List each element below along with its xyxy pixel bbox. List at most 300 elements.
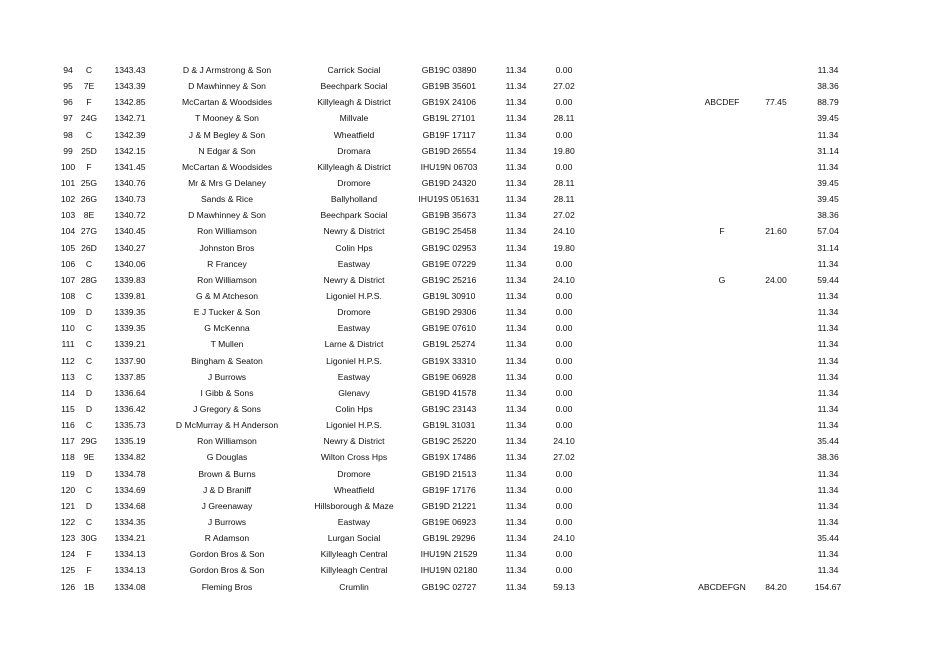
table-row	[0, 143, 936, 159]
total-cell: 11.34	[817, 355, 839, 366]
competitor-name-cell: Bingham & Seaton	[191, 355, 263, 366]
section-cell: 28G	[80, 274, 98, 285]
competitor-name-cell: Johnston Bros	[199, 242, 255, 253]
table-row	[0, 546, 936, 562]
competitor-name-cell: Mr & Mrs G Delaney	[188, 177, 266, 188]
ring-number-cell: GB19E 07610	[422, 323, 476, 334]
prize-cell: 11.34	[505, 177, 527, 188]
ring-number-cell: GB19C 25220	[421, 436, 477, 447]
total-cell: 11.34	[817, 161, 839, 172]
section-cell: 26D	[81, 242, 97, 253]
prize-cell: 11.34	[505, 161, 527, 172]
pool-cell: 24.10	[553, 226, 575, 237]
ring-number-cell: IHU19N 21529	[420, 549, 478, 560]
ring-number-cell: IHU19N 02180	[420, 565, 478, 576]
club-cell: Killyleagh Central	[320, 549, 388, 560]
section-cell: 27G	[80, 226, 98, 237]
prize-cell: 11.34	[505, 452, 527, 463]
position-cell: 100	[60, 161, 76, 172]
total-cell: 38.36	[817, 210, 839, 221]
table-row	[0, 466, 936, 482]
ring-number-cell: GB19D 21513	[421, 468, 477, 479]
total-cell: 11.34	[817, 323, 839, 334]
section-cell: D	[85, 403, 93, 414]
table-row	[0, 482, 936, 498]
total-cell: 35.44	[817, 533, 839, 544]
table-row	[0, 369, 936, 385]
velocity-cell: 1340.45	[114, 226, 146, 237]
ring-number-cell: IHU19S 051631	[418, 194, 480, 205]
velocity-cell: 1334.69	[114, 484, 146, 495]
velocity-cell: 1342.85	[114, 97, 146, 108]
nomination-codes-cell: ABCDEFGN	[698, 581, 746, 592]
velocity-cell: 1342.15	[114, 145, 146, 156]
competitor-name-cell: Fleming Bros	[201, 581, 253, 592]
pool-cell: 24.10	[553, 274, 575, 285]
section-cell: C	[85, 484, 93, 495]
position-cell: 121	[60, 500, 76, 511]
section-cell: 29G	[80, 436, 98, 447]
total-cell: 57.04	[817, 226, 839, 237]
club-cell: Eastway	[337, 258, 371, 269]
total-cell: 11.34	[817, 371, 839, 382]
club-cell: Beechpark Social	[320, 81, 388, 92]
pool-cell: 0.00	[555, 323, 573, 334]
club-cell: Newry & District	[323, 274, 385, 285]
competitor-name-cell: J & M Begley & Son	[188, 129, 266, 140]
total-cell: 11.34	[817, 65, 839, 75]
ring-number-cell: GB19B 35673	[422, 210, 476, 221]
competitor-name-cell: J Burrows	[207, 371, 247, 382]
club-cell: Glenavy	[338, 387, 370, 398]
pool-cell: 0.00	[555, 129, 573, 140]
position-cell: 113	[61, 371, 75, 382]
club-cell: Wilton Cross Hps	[320, 452, 388, 463]
section-cell: 7E	[83, 81, 95, 92]
position-cell: 115	[61, 403, 75, 414]
pool-cell: 27.02	[553, 210, 575, 221]
club-cell: Killyleagh & District	[317, 161, 391, 172]
velocity-cell: 1343.43	[114, 65, 146, 75]
position-cell: 95	[63, 81, 73, 92]
ring-number-cell: GB19L 27101	[422, 113, 476, 124]
pool-cell: 0.00	[555, 516, 573, 527]
table-row	[0, 272, 936, 288]
pool-cell: 59.13	[553, 581, 575, 592]
competitor-name-cell: N Edgar & Son	[198, 145, 256, 156]
club-cell: Wheatfield	[333, 129, 375, 140]
competitor-name-cell: D McMurray & H Anderson	[175, 420, 279, 431]
section-cell: F	[86, 161, 92, 172]
section-cell: C	[85, 371, 93, 382]
ring-number-cell: GB19D 29306	[421, 307, 477, 318]
club-cell: Newry & District	[323, 226, 385, 237]
velocity-cell: 1334.35	[114, 516, 146, 527]
position-cell: 107	[60, 274, 76, 285]
club-cell: Dromore	[337, 177, 371, 188]
club-cell: Millvale	[339, 113, 369, 124]
prize-cell: 11.34	[505, 565, 527, 576]
velocity-cell: 1334.82	[114, 452, 146, 463]
velocity-cell: 1336.64	[114, 387, 146, 398]
prize-cell: 11.34	[505, 65, 527, 75]
pool-cell: 0.00	[555, 387, 573, 398]
velocity-cell: 1342.39	[114, 129, 146, 140]
ring-number-cell: GB19X 24106	[422, 97, 476, 108]
competitor-name-cell: Sands & Rice	[200, 194, 254, 205]
total-cell: 38.36	[817, 452, 839, 463]
ring-number-cell: GB19X 33310	[422, 355, 476, 366]
prize-cell: 11.34	[505, 484, 527, 495]
club-cell: Newry & District	[323, 436, 385, 447]
prize-cell: 11.34	[505, 339, 527, 350]
prize-cell: 11.34	[505, 516, 527, 527]
table-row	[0, 240, 936, 256]
table-row	[0, 579, 936, 595]
prize-cell: 11.34	[505, 194, 527, 205]
velocity-cell: 1340.76	[114, 177, 146, 188]
position-cell: 123	[60, 533, 76, 544]
club-cell: Ballyholland	[330, 194, 378, 205]
pool-cell: 0.00	[555, 484, 573, 495]
section-cell: C	[85, 290, 93, 301]
pool-cell: 0.00	[555, 549, 573, 560]
velocity-cell: 1340.73	[114, 194, 146, 205]
total-cell: 39.45	[817, 113, 839, 124]
prize-cell: 11.34	[505, 129, 527, 140]
table-row	[0, 336, 936, 352]
ring-number-cell: GB19L 29296	[422, 533, 476, 544]
position-cell: 116	[61, 420, 75, 431]
velocity-cell: 1337.85	[114, 371, 146, 382]
pool-cell: 0.00	[555, 290, 573, 301]
club-cell: Eastway	[337, 516, 371, 527]
velocity-cell: 1334.13	[114, 549, 146, 560]
club-cell: Ligoniel H.P.S.	[326, 355, 382, 366]
total-cell: 11.34	[817, 565, 839, 576]
club-cell: Larne & District	[324, 339, 384, 350]
prize-cell: 11.34	[505, 420, 527, 431]
club-cell: Dromore	[337, 468, 371, 479]
competitor-name-cell: Ron Williamson	[197, 226, 257, 237]
section-cell: 25D	[81, 145, 97, 156]
position-cell: 102	[60, 194, 76, 205]
position-cell: 124	[60, 549, 76, 560]
prize-cell: 11.34	[505, 210, 527, 221]
total-cell: 31.14	[817, 242, 839, 253]
club-cell: Eastway	[337, 323, 371, 334]
competitor-name-cell: R Francey	[207, 258, 247, 269]
total-cell: 39.45	[817, 177, 839, 188]
position-cell: 125	[60, 565, 76, 576]
competitor-name-cell: McCartan & Woodsides	[181, 161, 273, 172]
position-cell: 119	[61, 468, 75, 479]
position-cell: 114	[61, 387, 75, 398]
velocity-cell: 1340.72	[114, 210, 146, 221]
nomination-codes-cell: F	[719, 226, 725, 237]
total-cell: 35.44	[817, 436, 839, 447]
nomination-value-cell: 84.20	[765, 581, 787, 592]
position-cell: 108	[60, 290, 76, 301]
ring-number-cell: GB19E 07229	[422, 258, 476, 269]
table-row	[0, 207, 936, 223]
velocity-cell: 1334.78	[114, 468, 146, 479]
competitor-name-cell: G Douglas	[206, 452, 248, 463]
section-cell: C	[85, 420, 93, 431]
ring-number-cell: GB19D 26554	[421, 145, 477, 156]
pool-cell: 0.00	[555, 371, 573, 382]
prize-cell: 11.34	[505, 436, 527, 447]
ring-number-cell: GB19D 24320	[421, 177, 477, 188]
position-cell: 97	[63, 113, 73, 124]
velocity-cell: 1334.21	[114, 533, 146, 544]
nomination-value-cell: 24.00	[765, 274, 787, 285]
position-cell: 94	[63, 65, 73, 75]
section-cell: D	[85, 468, 93, 479]
total-cell: 11.34	[817, 500, 839, 511]
section-cell: D	[85, 387, 93, 398]
section-cell: C	[85, 516, 93, 527]
ring-number-cell: GB19B 35601	[422, 81, 476, 92]
position-cell: 112	[61, 355, 75, 366]
velocity-cell: 1334.13	[114, 565, 146, 576]
ring-number-cell: GB19L 30910	[422, 290, 476, 301]
table-row	[0, 256, 936, 272]
position-cell: 104	[60, 226, 76, 237]
pool-cell: 0.00	[555, 307, 573, 318]
pool-cell: 24.10	[553, 533, 575, 544]
total-cell: 11.34	[817, 290, 839, 301]
total-cell: 88.79	[817, 97, 839, 108]
results-table	[0, 62, 936, 595]
club-cell: Eastway	[337, 371, 371, 382]
pool-cell: 0.00	[555, 161, 573, 172]
section-cell: 1B	[83, 581, 95, 592]
section-cell: C	[85, 355, 93, 366]
prize-cell: 11.34	[505, 290, 527, 301]
prize-cell: 11.34	[505, 274, 527, 285]
total-cell: 11.34	[817, 307, 839, 318]
prize-cell: 11.34	[505, 97, 527, 108]
velocity-cell: 1337.90	[114, 355, 146, 366]
velocity-cell: 1339.35	[114, 307, 146, 318]
pool-cell: 27.02	[553, 81, 575, 92]
pool-cell: 19.80	[553, 145, 575, 156]
pool-cell: 0.00	[555, 468, 573, 479]
position-cell: 111	[61, 339, 75, 350]
section-cell: C	[85, 129, 93, 140]
table-row	[0, 353, 936, 369]
competitor-name-cell: Brown & Burns	[198, 468, 256, 479]
section-cell: C	[85, 339, 93, 350]
competitor-name-cell: Ron Williamson	[197, 274, 257, 285]
velocity-cell: 1334.08	[114, 581, 146, 592]
table-row	[0, 385, 936, 401]
ring-number-cell: GB19D 41578	[421, 387, 477, 398]
pool-cell: 0.00	[555, 500, 573, 511]
prize-cell: 11.34	[505, 371, 527, 382]
competitor-name-cell: J & D Braniff	[202, 484, 252, 495]
competitor-name-cell: E J Tucker & Son	[193, 307, 261, 318]
table-row	[0, 562, 936, 578]
ring-number-cell: GB19C 02953	[421, 242, 477, 253]
table-row	[0, 288, 936, 304]
section-cell: 30G	[80, 533, 98, 544]
club-cell: Wheatfield	[333, 484, 375, 495]
table-row	[0, 304, 936, 320]
ring-number-cell: GB19D 21221	[421, 500, 477, 511]
club-cell: Beechpark Social	[320, 210, 388, 221]
nomination-value-cell: 77.45	[765, 97, 787, 108]
ring-number-cell: GB19F 17176	[422, 484, 476, 495]
table-row	[0, 110, 936, 126]
prize-cell: 11.34	[505, 403, 527, 414]
pool-cell: 19.80	[553, 242, 575, 253]
competitor-name-cell: G & M Atcheson	[195, 290, 259, 301]
prize-cell: 11.34	[505, 468, 527, 479]
prize-cell: 11.34	[505, 145, 527, 156]
velocity-cell: 1339.35	[114, 323, 146, 334]
competitor-name-cell: D Mawhinney & Son	[188, 81, 266, 92]
table-row	[0, 62, 936, 78]
position-cell: 117	[61, 436, 75, 447]
section-cell: 26G	[80, 194, 98, 205]
competitor-name-cell: J Burrows	[207, 516, 247, 527]
club-cell: Colin Hps	[335, 242, 373, 253]
table-row	[0, 127, 936, 143]
table-row	[0, 433, 936, 449]
pool-cell: 0.00	[555, 97, 573, 108]
total-cell: 11.34	[817, 484, 839, 495]
competitor-name-cell: T Mullen	[210, 339, 244, 350]
pool-cell: 0.00	[555, 403, 573, 414]
section-cell: F	[86, 549, 92, 560]
position-cell: 110	[61, 323, 75, 334]
velocity-cell: 1340.06	[114, 258, 146, 269]
competitor-name-cell: D & J Armstrong & Son	[182, 65, 272, 75]
competitor-name-cell: I Gibb & Sons	[200, 387, 254, 398]
competitor-name-cell: J Greenaway	[201, 500, 253, 511]
competitor-name-cell: Gordon Bros & Son	[189, 549, 265, 560]
section-cell: C	[85, 258, 93, 269]
table-row	[0, 401, 936, 417]
table-row	[0, 498, 936, 514]
prize-cell: 11.34	[505, 258, 527, 269]
competitor-name-cell: D Mawhinney & Son	[188, 210, 266, 221]
ring-number-cell: GB19L 25274	[422, 339, 476, 350]
section-cell: C	[85, 65, 93, 75]
total-cell: 11.34	[817, 387, 839, 398]
club-cell: Colin Hps	[335, 403, 373, 414]
table-row	[0, 191, 936, 207]
competitor-name-cell: Ron Williamson	[197, 436, 257, 447]
section-cell: C	[85, 323, 93, 334]
prize-cell: 11.34	[505, 387, 527, 398]
prize-cell: 11.34	[505, 113, 527, 124]
table-row	[0, 417, 936, 433]
velocity-cell: 1340.27	[114, 242, 146, 253]
total-cell: 59.44	[817, 274, 839, 285]
nomination-value-cell: 21.60	[765, 226, 787, 237]
club-cell: Killyleagh & District	[317, 97, 391, 108]
section-cell: D	[85, 500, 93, 511]
pool-cell: 28.11	[553, 177, 575, 188]
pool-cell: 0.00	[555, 65, 573, 75]
ring-number-cell: GB19C 03890	[421, 65, 477, 75]
competitor-name-cell: J Gregory & Sons	[193, 403, 261, 414]
total-cell: 11.34	[817, 468, 839, 479]
ring-number-cell: GB19C 02727	[421, 581, 477, 592]
velocity-cell: 1335.73	[114, 420, 146, 431]
section-cell: F	[86, 565, 92, 576]
table-row	[0, 78, 936, 94]
position-cell: 99	[63, 145, 73, 156]
section-cell: F	[86, 97, 92, 108]
velocity-cell: 1339.83	[114, 274, 146, 285]
position-cell: 118	[61, 452, 75, 463]
velocity-cell: 1342.71	[114, 113, 146, 124]
section-cell: 24G	[80, 113, 98, 124]
pool-cell: 28.11	[553, 194, 575, 205]
ring-number-cell: GB19E 06923	[422, 516, 476, 527]
position-cell: 106	[60, 258, 76, 269]
club-cell: Dromore	[337, 307, 371, 318]
club-cell: Ligoniel H.P.S.	[326, 290, 382, 301]
table-row	[0, 94, 936, 110]
prize-cell: 11.34	[505, 242, 527, 253]
position-cell: 96	[63, 97, 73, 108]
competitor-name-cell: G McKenna	[204, 323, 250, 334]
position-cell: 101	[60, 177, 76, 188]
club-cell: Hillsborough & Maze	[314, 500, 394, 511]
table-row	[0, 159, 936, 175]
total-cell: 38.36	[817, 81, 839, 92]
nomination-codes-cell: ABCDEF	[704, 97, 740, 108]
prize-cell: 11.34	[505, 226, 527, 237]
nomination-codes-cell: G	[718, 274, 726, 285]
total-cell: 11.34	[817, 339, 839, 350]
prize-cell: 11.34	[505, 549, 527, 560]
table-row	[0, 530, 936, 546]
club-cell: Killyleagh Central	[320, 565, 388, 576]
velocity-cell: 1339.21	[114, 339, 146, 350]
ring-number-cell: GB19X 17486	[422, 452, 476, 463]
pool-cell: 0.00	[555, 258, 573, 269]
section-cell: 25G	[80, 177, 98, 188]
table-row	[0, 320, 936, 336]
prize-cell: 11.34	[505, 581, 527, 592]
total-cell: 154.67	[814, 581, 842, 592]
prize-cell: 11.34	[505, 533, 527, 544]
pool-cell: 27.02	[553, 452, 575, 463]
velocity-cell: 1334.68	[114, 500, 146, 511]
total-cell: 11.34	[817, 420, 839, 431]
pool-cell: 24.10	[553, 436, 575, 447]
prize-cell: 11.34	[505, 355, 527, 366]
pool-cell: 0.00	[555, 339, 573, 350]
table-row	[0, 175, 936, 191]
prize-cell: 11.34	[505, 81, 527, 92]
section-cell: 9E	[83, 452, 95, 463]
club-cell: Dromara	[337, 145, 371, 156]
position-cell: 103	[60, 210, 76, 221]
ring-number-cell: GB19L 31031	[422, 420, 476, 431]
total-cell: 11.34	[817, 516, 839, 527]
pool-cell: 28.11	[553, 113, 575, 124]
club-cell: Lurgan Social	[327, 533, 381, 544]
competitor-name-cell: T Mooney & Son	[195, 113, 259, 124]
prize-cell: 11.34	[505, 323, 527, 334]
